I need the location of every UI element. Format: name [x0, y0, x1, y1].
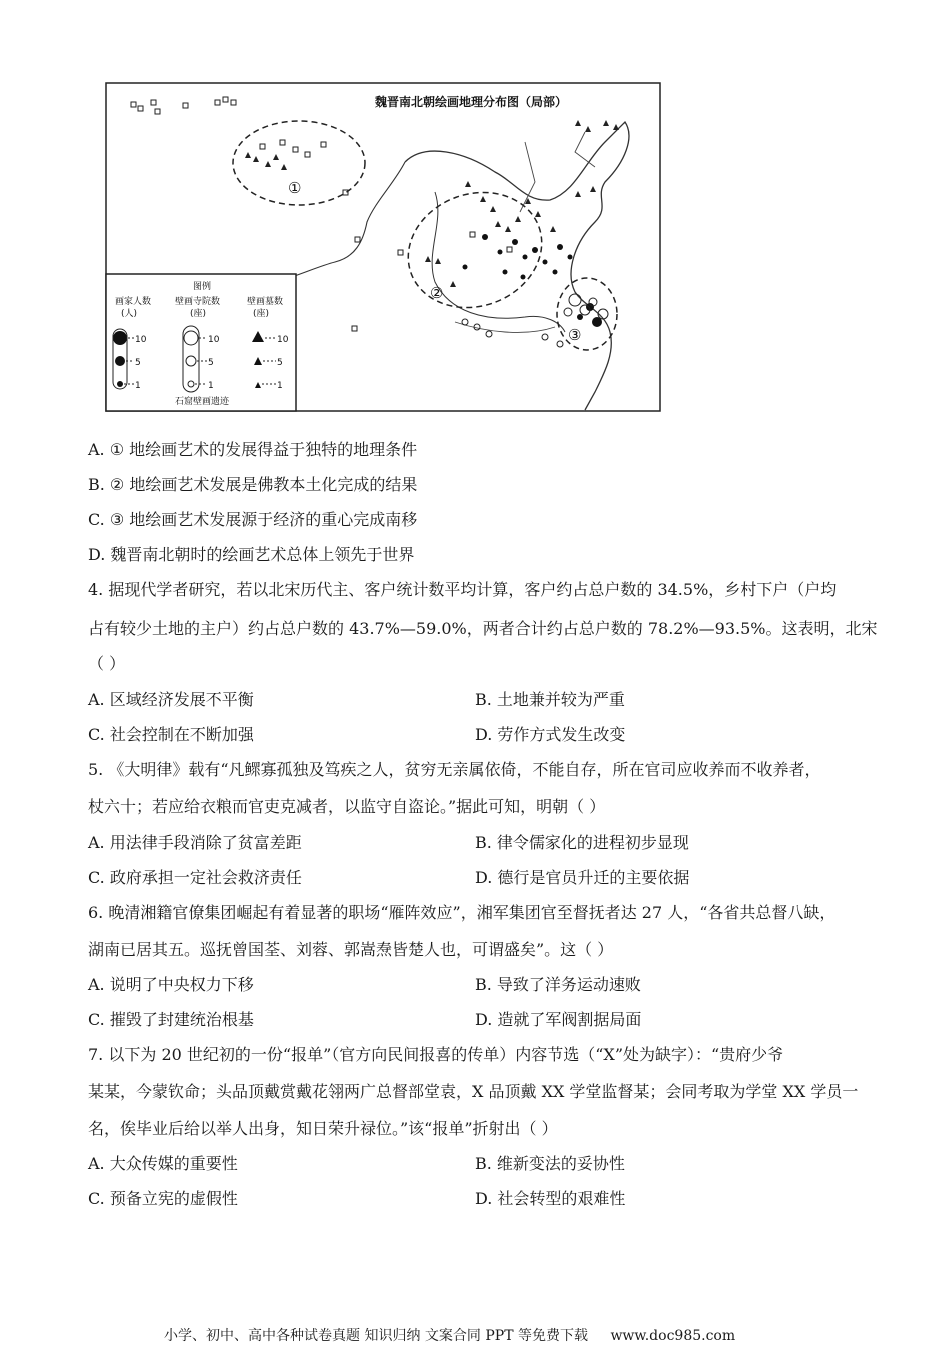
q7-option-a: A. 大众传媒的重要性: [88, 1154, 238, 1173]
q3-option-d: D. 魏晋南北朝时的绘画艺术总体上领先于世界: [88, 545, 415, 564]
q7-option-c: C. 预备立宪的虚假性: [88, 1189, 238, 1208]
q6-option-a: A. 说明了中央权力下移: [88, 975, 254, 994]
legend-col2-title: 壁画寺院数: [175, 297, 221, 307]
q6-stem-line2: 湖南已居其五。巡抚曾国荃、刘蓉、郭嵩焘皆楚人也，可谓盛矣”。这（ ）: [88, 940, 614, 959]
footer-text: 小学、初中、高中各种试卷真题 知识归纳 文案合同 PPT 等免费下载: [164, 1328, 588, 1344]
q4-option-c: C. 社会控制在不断加强: [88, 725, 254, 744]
q5-option-b: B. 律令儒家化的进程初步显现: [475, 833, 689, 852]
q6-option-d: D. 造就了军阀割据局面: [475, 1010, 642, 1029]
region-3-label: ③: [568, 326, 582, 344]
legend-col3-title: 壁画墓数: [247, 297, 284, 307]
legend-level-2b: 5: [208, 358, 214, 368]
q7-stem-line1: 7. 以下为 20 世纪初的一份“报单”（官方向民间报喜的传单）内容节选（“X”处为缺字）：“贵府少爷: [88, 1045, 784, 1064]
q4-stem-line2: 占有较少土地的主户）约占总户数的 43.7%—59.0%，两者合计约占总户数的 78.2%—93.5%。这表明，北宋: [88, 619, 878, 638]
q7-stem-line3: 名，俟毕业后给以举人出身，知日荣升禄位。”该“报单”折射出（ ）: [88, 1119, 558, 1138]
q6-stem-line1: 6. 晚清湘籍官僚集团崛起有着显著的职场“雁阵效应”，湘军集团官至督抚者达 27 人，“各省共总督八缺，: [88, 903, 836, 922]
q4-stem-line1: 4. 据现代学者研究，若以北宋历代主、客户统计数平均计算，客户约占总户数的 34.5%，乡村下户（户均: [88, 580, 837, 599]
q4-option-d: D. 劳作方式发生改变: [475, 725, 626, 744]
q4-option-b: B. 土地兼并较为严重: [475, 690, 625, 709]
legend-level-3c: 1: [277, 381, 283, 391]
legend-level-3b: 1: [208, 381, 214, 391]
q7-stem-line2: 某某，今蒙钦命；头品顶戴赏戴花翎两广总督部堂袁，X 品顶戴 XX 学堂监督某；会同考取为学堂 XX 学员一: [88, 1082, 859, 1101]
q7-option-d: D. 社会转型的艰难性: [475, 1189, 626, 1208]
map-title: 魏晋南北朝绘画地理分布图（局部）: [375, 95, 568, 109]
q5-option-c: C. 政府承担一定社会救济责任: [88, 868, 302, 887]
q4-option-a: A. 区域经济发展不平衡: [88, 690, 254, 709]
legend-level-1: 10: [135, 335, 147, 345]
q5-option-d: D. 德行是官员升迁的主要依据: [475, 868, 690, 887]
q6-option-c: C. 摧毁了封建统治根基: [88, 1010, 254, 1029]
legend-level-2: 5: [135, 358, 141, 368]
legend-col2-unit: (座): [190, 309, 207, 319]
q5-stem-line2: 杖六十；若应给衣粮而官吏克减者，以监守自盗论。”据此可知，明朝（ ）: [88, 797, 606, 816]
legend-col3-unit: (座): [253, 309, 270, 319]
q3-option-b: B. ② 地绘画艺术发展是佛教本土化完成的结果: [88, 475, 418, 494]
q5-option-a: A. 用法律手段消除了贫富差距: [88, 833, 302, 852]
legend-level-2c: 5: [277, 358, 283, 368]
page-footer: [164, 1325, 735, 1345]
q7-option-b: B. 维新变法的妥协性: [475, 1154, 625, 1173]
legend-col1-unit: (人): [121, 309, 138, 319]
q3-option-a: A. ① 地绘画艺术的发展得益于独特的地理条件: [88, 440, 418, 459]
region-2-label: ②: [430, 284, 444, 302]
distribution-map: [105, 82, 661, 412]
legend-note: 石窟壁画遗迹: [175, 397, 230, 407]
legend-heading: 图例: [193, 282, 212, 292]
legend-level-1b: 10: [208, 335, 220, 345]
q3-option-c: C. ③ 地绘画艺术发展源于经济的重心完成南移: [88, 510, 418, 529]
q4-stem-line3: （ ）: [88, 654, 126, 673]
q5-stem-line1: 5. 《大明律》载有“凡鳏寡孤独及笃疾之人，贫穷无亲属依倚，不能自存，所在官司应收养而不收养者，: [88, 760, 821, 779]
legend-level-3: 1: [135, 381, 141, 391]
region-1-label: ①: [288, 179, 302, 197]
legend-col1-title: 画家人数: [115, 297, 152, 307]
footer-site-link[interactable]: www.doc985.com: [610, 1328, 736, 1344]
q6-option-b: B. 导致了洋务运动速败: [475, 975, 641, 994]
legend-level-1c: 10: [277, 335, 289, 345]
